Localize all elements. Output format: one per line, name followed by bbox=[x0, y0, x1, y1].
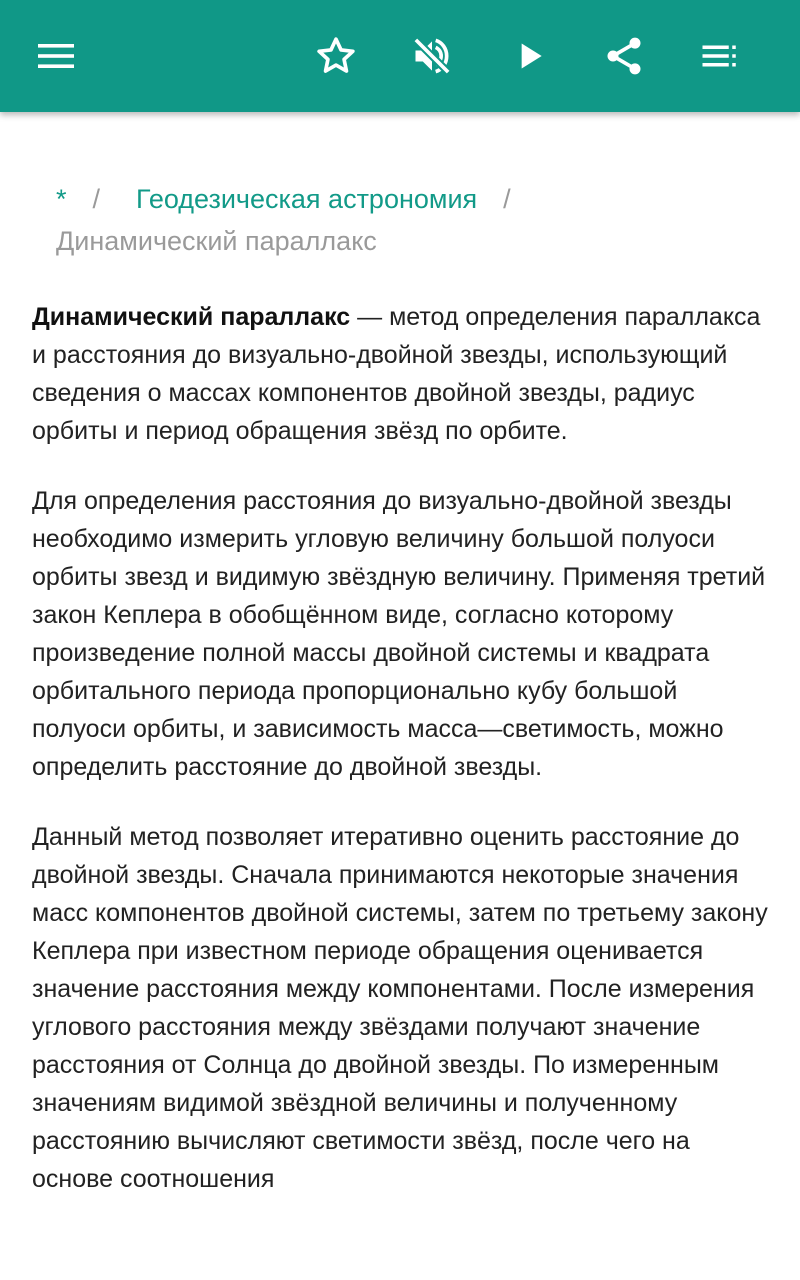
paragraph-1 bbox=[32, 298, 777, 450]
volume-off-icon bbox=[410, 34, 454, 78]
share-icon bbox=[602, 34, 646, 78]
playlist-icon bbox=[699, 35, 741, 77]
share-button[interactable] bbox=[596, 28, 652, 84]
mute-button[interactable] bbox=[404, 28, 460, 84]
paragraph-3: Данный метод позволяет итеративно оценить расстояние до двойной звезды. Сначала принимаются некоторые значения масс компонентов двойной системы, затем по третьему закону Кеплера при известном периоде обращения оценивается значение расстояния между компонентами. После измерения углового расстояния между звёздами получают значение расстояния от Солнца до двойной звезды. По измеренным значениям видимой звёздной величины и полученному расстоянию вычисляют светимости звёзд, после чего на основе соотношения bbox=[32, 823, 768, 1193]
bookmark-button[interactable] bbox=[308, 28, 364, 84]
contents-button[interactable] bbox=[692, 28, 748, 84]
article-term: Динамический параллакс bbox=[32, 303, 351, 331]
breadcrumb bbox=[56, 178, 756, 262]
breadcrumb-home-link[interactable]: * bbox=[56, 184, 67, 214]
breadcrumb-separator: / bbox=[503, 184, 511, 214]
breadcrumb-separator: / bbox=[92, 184, 101, 214]
article-body bbox=[32, 298, 777, 1230]
article-content bbox=[0, 112, 800, 1280]
breadcrumb-category-link[interactable]: Геодезическая астрономия bbox=[136, 184, 478, 214]
play-icon bbox=[510, 36, 550, 76]
menu-button[interactable] bbox=[28, 28, 84, 84]
play-button[interactable] bbox=[502, 28, 558, 84]
paragraph-2: Для определения расстояния до визуально-двойной звезды необходимо измерить угловую величину большой полуоси орбиты звезд и видимую звёздную величину. Применяя третий закон Кеплера в обобщённом виде, согласно которому произведение полной массы двойной системы и квадрата орбитального периода пропорционально кубу большой полуоси орбиты, и зависимость масса—светимость, можно определить расстояние до двойной звезды. bbox=[32, 487, 766, 781]
app-toolbar bbox=[0, 0, 800, 112]
breadcrumb-current: Динамический параллакс bbox=[56, 226, 377, 256]
menu-icon bbox=[36, 36, 76, 76]
paragraph-1-text: — метод определения параллакса и расстояния до визуально-двойной звезды, использующий сведения о массах компонентов двойной звезды, радиус орбиты и период обращения звёзд по орбите. bbox=[32, 303, 761, 445]
star-outline-icon bbox=[314, 34, 358, 78]
